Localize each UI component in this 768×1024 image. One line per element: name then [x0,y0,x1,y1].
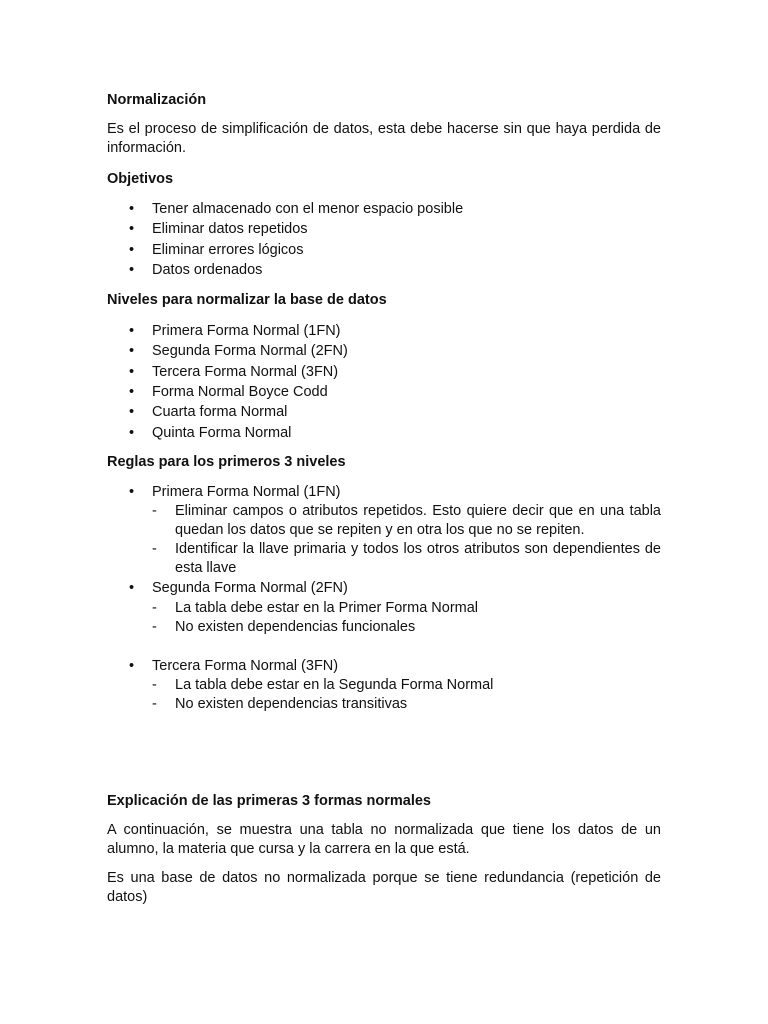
bullet-icon: • [129,483,135,500]
list-item: • Segunda Forma Normal (2FN) - La tabla debe estar en la Primer Forma Normal - No existen dependencias funcionales [107,578,661,636]
list-item: • Datos ordenados [107,260,661,280]
bullet-icon: • [129,424,135,441]
bullet-icon: • [129,221,135,238]
dash-icon: - [152,503,157,520]
bullet-icon: • [129,363,135,380]
sub-list [152,502,661,578]
sub-list-item: - La tabla debe estar en la Primer Forma Normal [152,599,479,616]
bullet-icon: • [129,201,135,217]
dash-icon: - [152,618,157,635]
list-item: • Segunda Forma Normal (2FN) [107,341,661,361]
bullet-icon: • [129,323,135,340]
list-item: • Tener almacenado con el menor espacio posible [107,199,661,219]
sub-list-item: - No existen dependencias transitivas [152,695,408,712]
objetivos-heading: Objetivos [107,171,174,187]
sub-list [152,599,661,637]
niveles-heading: Niveles para normalizar la base de datos [107,292,387,309]
niveles-list [107,321,661,443]
document-title: Normalización [107,92,207,108]
bullet-icon: • [129,241,135,258]
objetivos-list [107,199,661,280]
bullet-icon: • [129,580,135,597]
list-item: • Quinta Forma Normal [107,423,661,443]
bullet-icon: • [129,343,135,360]
reglas-heading: Reglas para los primeros 3 niveles [107,453,346,470]
list-item: • Tercera Forma Normal (3FN) [107,362,661,382]
sub-list-item: - Eliminar campos o atributos repetidos. Esto quiere decir que en una tabla quedan los datos que se repiten y en otra los que no se repiten. [152,503,661,539]
bullet-icon: • [129,404,135,421]
dash-icon: - [152,541,157,558]
bullet-icon: • [129,261,135,278]
explicacion-heading: Explicación de las primeras 3 formas normales [107,792,431,809]
sub-list [152,676,661,714]
list-item: • Tercera Forma Normal (3FN) - La tabla debe estar en la Segunda Forma Normal - No existen dependencias transitivas [107,656,661,714]
intro-paragraph: Es el proceso de simplificación de datos, esta debe hacerse sin que haya perdida de información. [107,121,661,156]
bullet-icon: • [129,384,135,401]
sub-list-item: - Identificar la llave primaria y todos los otros atributos son dependientes de esta llave [152,541,661,577]
explicacion-paragraph-2: Es una base de datos no normalizada porque se tiene redundancia (repetición de datos) [107,869,661,905]
sub-list-item: - No existen dependencias funcionales [152,618,416,635]
list-item: • Eliminar datos repetidos [107,219,661,239]
sub-list-item: - La tabla debe estar en la Segunda Forma Normal [152,676,494,693]
dash-icon: - [152,599,157,616]
bullet-icon: • [129,657,135,674]
dash-icon: - [152,695,157,712]
list-item: • Primera Forma Normal (1FN) - Eliminar campos o atributos repetidos. Esto quiere decir que en una tabla quedan los datos que se repiten y en otra los que no se repiten. - Identificar la llave primaria y todos los otros atributos son dependientes de esta llave [129,483,661,577]
document-page [107,90,661,907]
list-item: • Forma Normal Boyce Codd [107,382,661,402]
list-item: • Primera Forma Normal (1FN) [107,321,661,341]
reglas-list [107,482,661,714]
list-item: • Cuarta forma Normal [107,402,661,422]
dash-icon: - [152,676,157,693]
explicacion-paragraph-1: A continuación, se muestra una tabla no normalizada que tiene los datos de un alumno, la materia que cursa y la carrera en la que está. [107,821,661,857]
list-item: • Eliminar errores lógicos [107,240,661,260]
